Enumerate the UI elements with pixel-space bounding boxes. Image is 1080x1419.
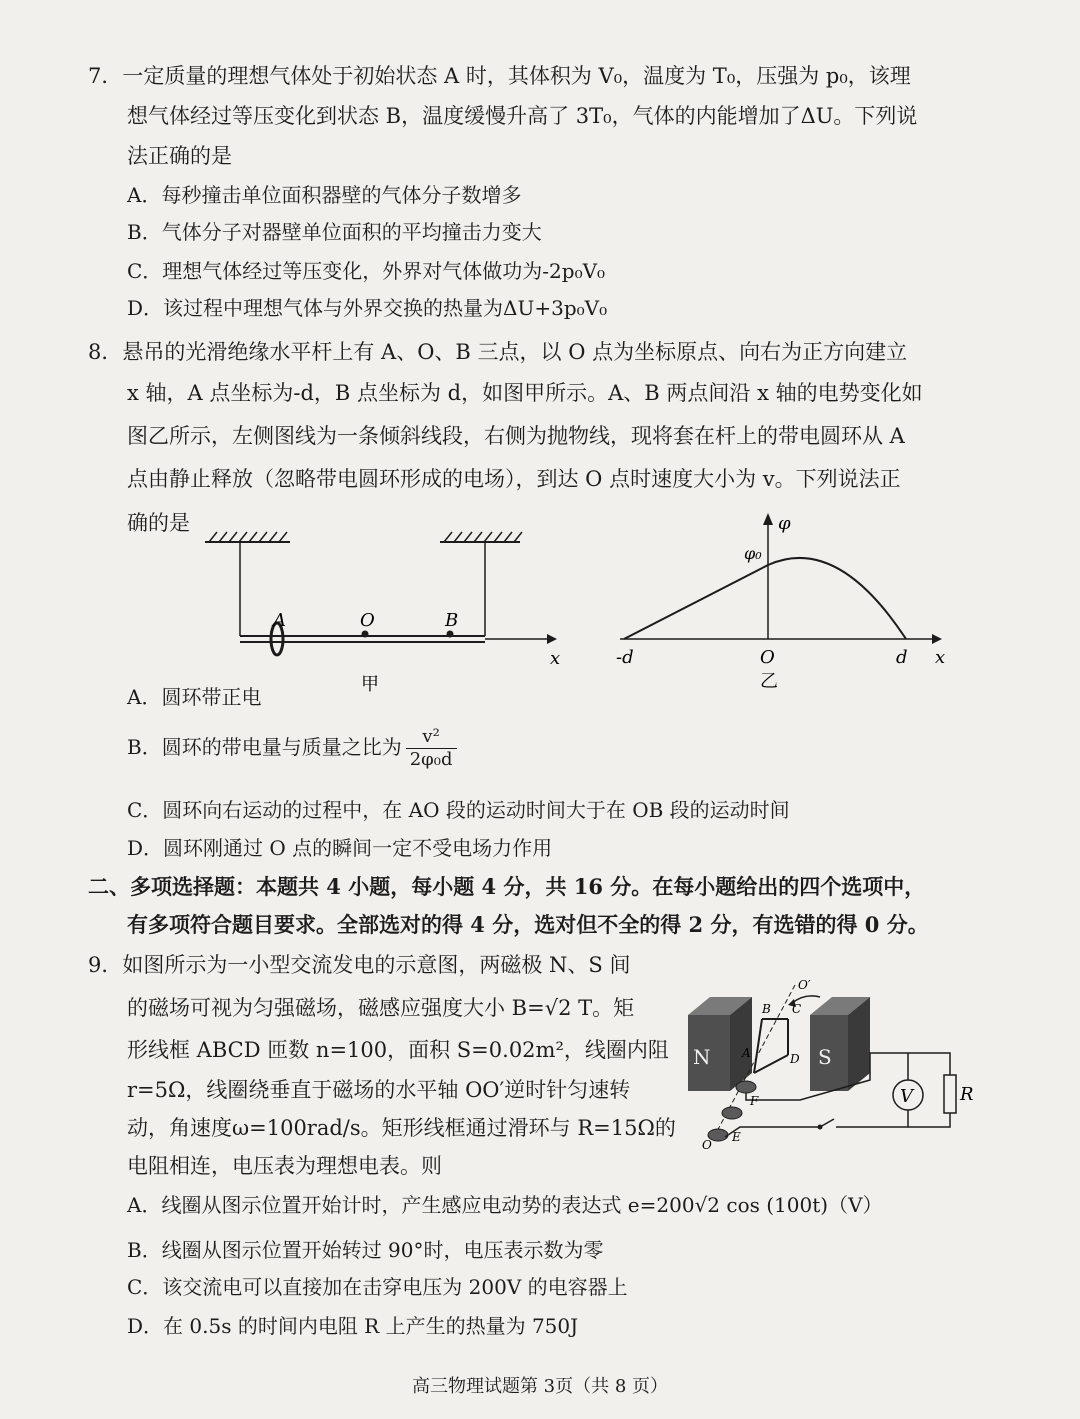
label-s: S [818,1045,832,1069]
figure-generator [680,975,980,1160]
q7-option-a: A．每秒撞击单位面积器壁的气体分子数增多 [127,183,522,207]
label-o: O [702,1138,712,1152]
label-o-prime: O′ [798,978,811,992]
label-o: O [360,610,375,631]
coil-abcd [754,1019,788,1073]
label-a: A [273,610,286,631]
q7-option-b: B．气体分子对器壁单位面积的平均撞击力变大 [127,220,542,244]
q9-line6: 电阻相连，电压表为理想电表。则 [127,1154,442,1178]
page-footer: 高三物理试题第 3页（共 8 页） [411,1376,669,1397]
label-phi0: φ₀ [744,544,762,563]
section2-line1: 二、多项选择题：本题共 4 小题，每小题 4 分，共 16 分。在每小题给出的四个选项中， [88,874,926,899]
q8-line4: 点由静止释放（忽略带电圆环形成的电场），到达 O 点时速度大小为 v。下列说法正 [127,467,901,491]
q8-line5: 确的是 [127,511,190,535]
point-b [447,631,454,638]
q9-line3: 形线框 ABCD 匝数 n=100，面积 S=0.02m²，线圈内阻 [127,1038,669,1062]
resistor-r [944,1075,956,1113]
point-o [362,631,369,638]
magnet-s [810,997,870,1091]
q9-line2: 的磁场可视为匀强磁场，磁感应强度大小 B=√2 T。矩 [127,996,635,1020]
q9-option-c: C．该交流电可以直接加在击穿电压为 200V 的电容器上 [127,1275,628,1299]
q9-option-a: A．线圈从图示位置开始计时，产生感应电动势的表达式 e=200√2 cos (100t)（V） [127,1193,883,1217]
ceiling-left [205,532,290,542]
label-x: x [550,648,561,669]
q9-option-d: D．在 0.5s 的时间内电阻 R 上产生的热量为 750J [127,1314,579,1338]
q8-option-a: A．圆环带正电 [127,685,262,709]
label-b: B [762,1002,771,1016]
yi-parabola [768,558,906,639]
label-f: F [750,1094,759,1108]
label-v: V [900,1086,913,1107]
fraction-numerator: v² [406,726,457,749]
label-e: E [732,1130,741,1144]
figure-yi [610,505,960,695]
q8-line2: x 轴，A 点坐标为-d，B 点坐标为 d，如图甲所示。A、B 两点间沿 x 轴的电势变化如 [127,381,923,405]
figure-jia [195,530,575,700]
q8-option-d: D．圆环刚通过 O 点的瞬间一定不受电场力作用 [127,836,553,860]
label-c: C [792,1002,802,1016]
q7-line2: 想气体经过等压变化到状态 B，温度缓慢升高了 3T₀，气体的内能增加了ΔU。下列说 [127,104,918,128]
q9-option-b: B．线圈从图示位置开始转过 90°时，电压表示数为零 [127,1238,604,1262]
section2-line2: 有多项符合题目要求。全部选对的得 4 分，选对但不全的得 2 分，有选错的得 0 分。 [127,912,929,937]
q8-line3: 图乙所示，左侧图线为一条倾斜线段，右侧为抛物线，现将套在杆上的带电圆环从 A [127,424,905,448]
magnet-n [688,997,752,1091]
fraction [406,726,457,771]
ceiling-right [440,532,522,542]
switch-pivot [818,1125,823,1130]
label-a: A [742,1046,751,1060]
q8-option-b [127,725,457,771]
label-neg-d: -d [616,647,634,668]
caption-yi: 乙 [760,671,778,692]
fraction-denominator: 2φ₀d [409,749,453,770]
label-d: d [896,647,908,668]
yi-x-arrow [932,634,942,644]
label-n: N [693,1045,711,1069]
label-x: x [935,647,946,668]
q7-line1: 7．一定质量的理想气体处于初始状态 A 时，其体积为 V₀，温度为 T₀，压强为 p₀，该理 [88,64,911,88]
yi-phi-arrow [763,513,773,525]
label-d: D [790,1052,800,1066]
q7-option-d: D．该过程中理想气体与外界交换的热量为ΔU+3p₀V₀ [127,296,608,320]
q7-line3: 法正确的是 [127,144,232,168]
label-origin: O [760,647,775,668]
x-axis-arrow [547,634,557,644]
label-b: B [445,610,459,631]
q9-line5: 动，角速度ω=100rad/s。矩形线框通过滑环与 R=15Ω的 [127,1116,676,1140]
label-r: R [960,1084,974,1105]
label-phi: φ [778,513,791,534]
q8-line1: 8．悬吊的光滑绝缘水平杆上有 A、O、B 三点，以 O 点为坐标原点、向右为正方向建立 [88,340,908,364]
caption-jia: 甲 [361,674,379,695]
q7-option-c: C．理想气体经过等压变化，外界对气体做功为-2p₀V₀ [127,259,606,283]
yi-linear-segment [624,565,768,639]
q9-line1: 9．如图所示为一小型交流发电的示意图，两磁极 N、S 间 [88,953,631,977]
q9-line4: r=5Ω，线圈绕垂直于磁场的水平轴 OO′逆时针匀速转 [127,1078,631,1102]
q8-option-c: C．圆环向右运动的过程中，在 AO 段的运动时间大于在 OB 段的运动时间 [127,798,790,822]
q8-option-b-text: B．圆环的带电量与质量之比为 [127,735,402,759]
